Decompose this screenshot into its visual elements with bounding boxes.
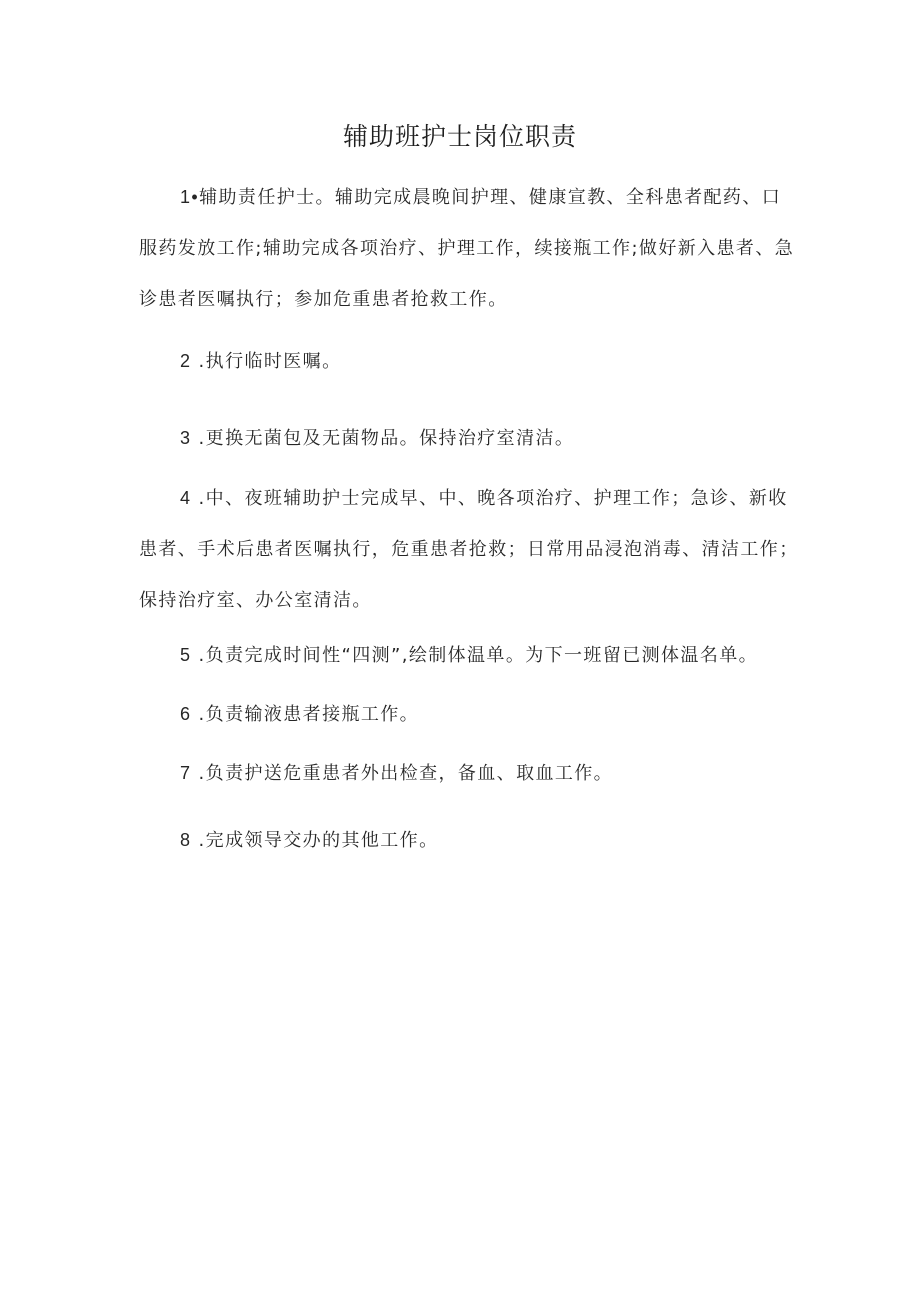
duty-item-6-text: .负责输液患者接瓶工作。: [191, 704, 420, 725]
duty-item-8-text: .完成领导交办的其他工作。: [191, 830, 439, 851]
duty-item-2-text: .执行临时医嘱。: [191, 351, 342, 372]
duty-item-2: [139, 336, 799, 387]
duty-item-1-number: 1•: [180, 187, 200, 207]
duty-item-3-number: 3: [180, 428, 192, 448]
duty-item-7-text: .负责护送危重患者外出检查，备血、取血工作。: [191, 763, 614, 784]
document-title: 辅助班护士岗位职责: [342, 122, 577, 151]
duty-item-5-number: 5: [180, 645, 192, 665]
duty-item-1: [139, 172, 799, 325]
duty-item-3: [139, 413, 799, 464]
duty-item-2-number: 2: [180, 351, 192, 371]
duty-item-4-text: .中、夜班辅助护士完成早、中、晚各项治疗、护理工作；急诊、新收患者、手术后患者医嘱执行，危重患者抢救；日常用品浸泡消毒、清洁工作；保持治疗室、办公室清洁。: [139, 488, 799, 611]
duty-item-5: [139, 630, 799, 681]
duty-item-3-text: .更换无菌包及无菌物品。保持治疗室清洁。: [191, 428, 575, 449]
duty-item-6: [139, 689, 799, 740]
duty-item-7: [139, 748, 799, 799]
duty-item-4: [139, 473, 799, 626]
duty-item-8: [139, 815, 799, 866]
duty-item-6-number: 6: [180, 704, 192, 724]
duty-item-4-number: 4: [180, 488, 192, 508]
duty-item-7-number: 7: [180, 763, 192, 783]
duty-item-5-text: .负责完成时间性“四测”,绘制体温单。为下一班留已测体温名单。: [191, 645, 759, 666]
duty-item-1-text: 辅助责任护士。辅助完成晨晚间护理、健康宣教、全科患者配药、口服药发放工作;辅助完成各项治疗、护理工作，续接瓶工作;做好新入患者、急诊患者医嘱执行；参加危重患者抢救工作。: [139, 187, 795, 310]
duty-item-8-number: 8: [180, 830, 192, 850]
